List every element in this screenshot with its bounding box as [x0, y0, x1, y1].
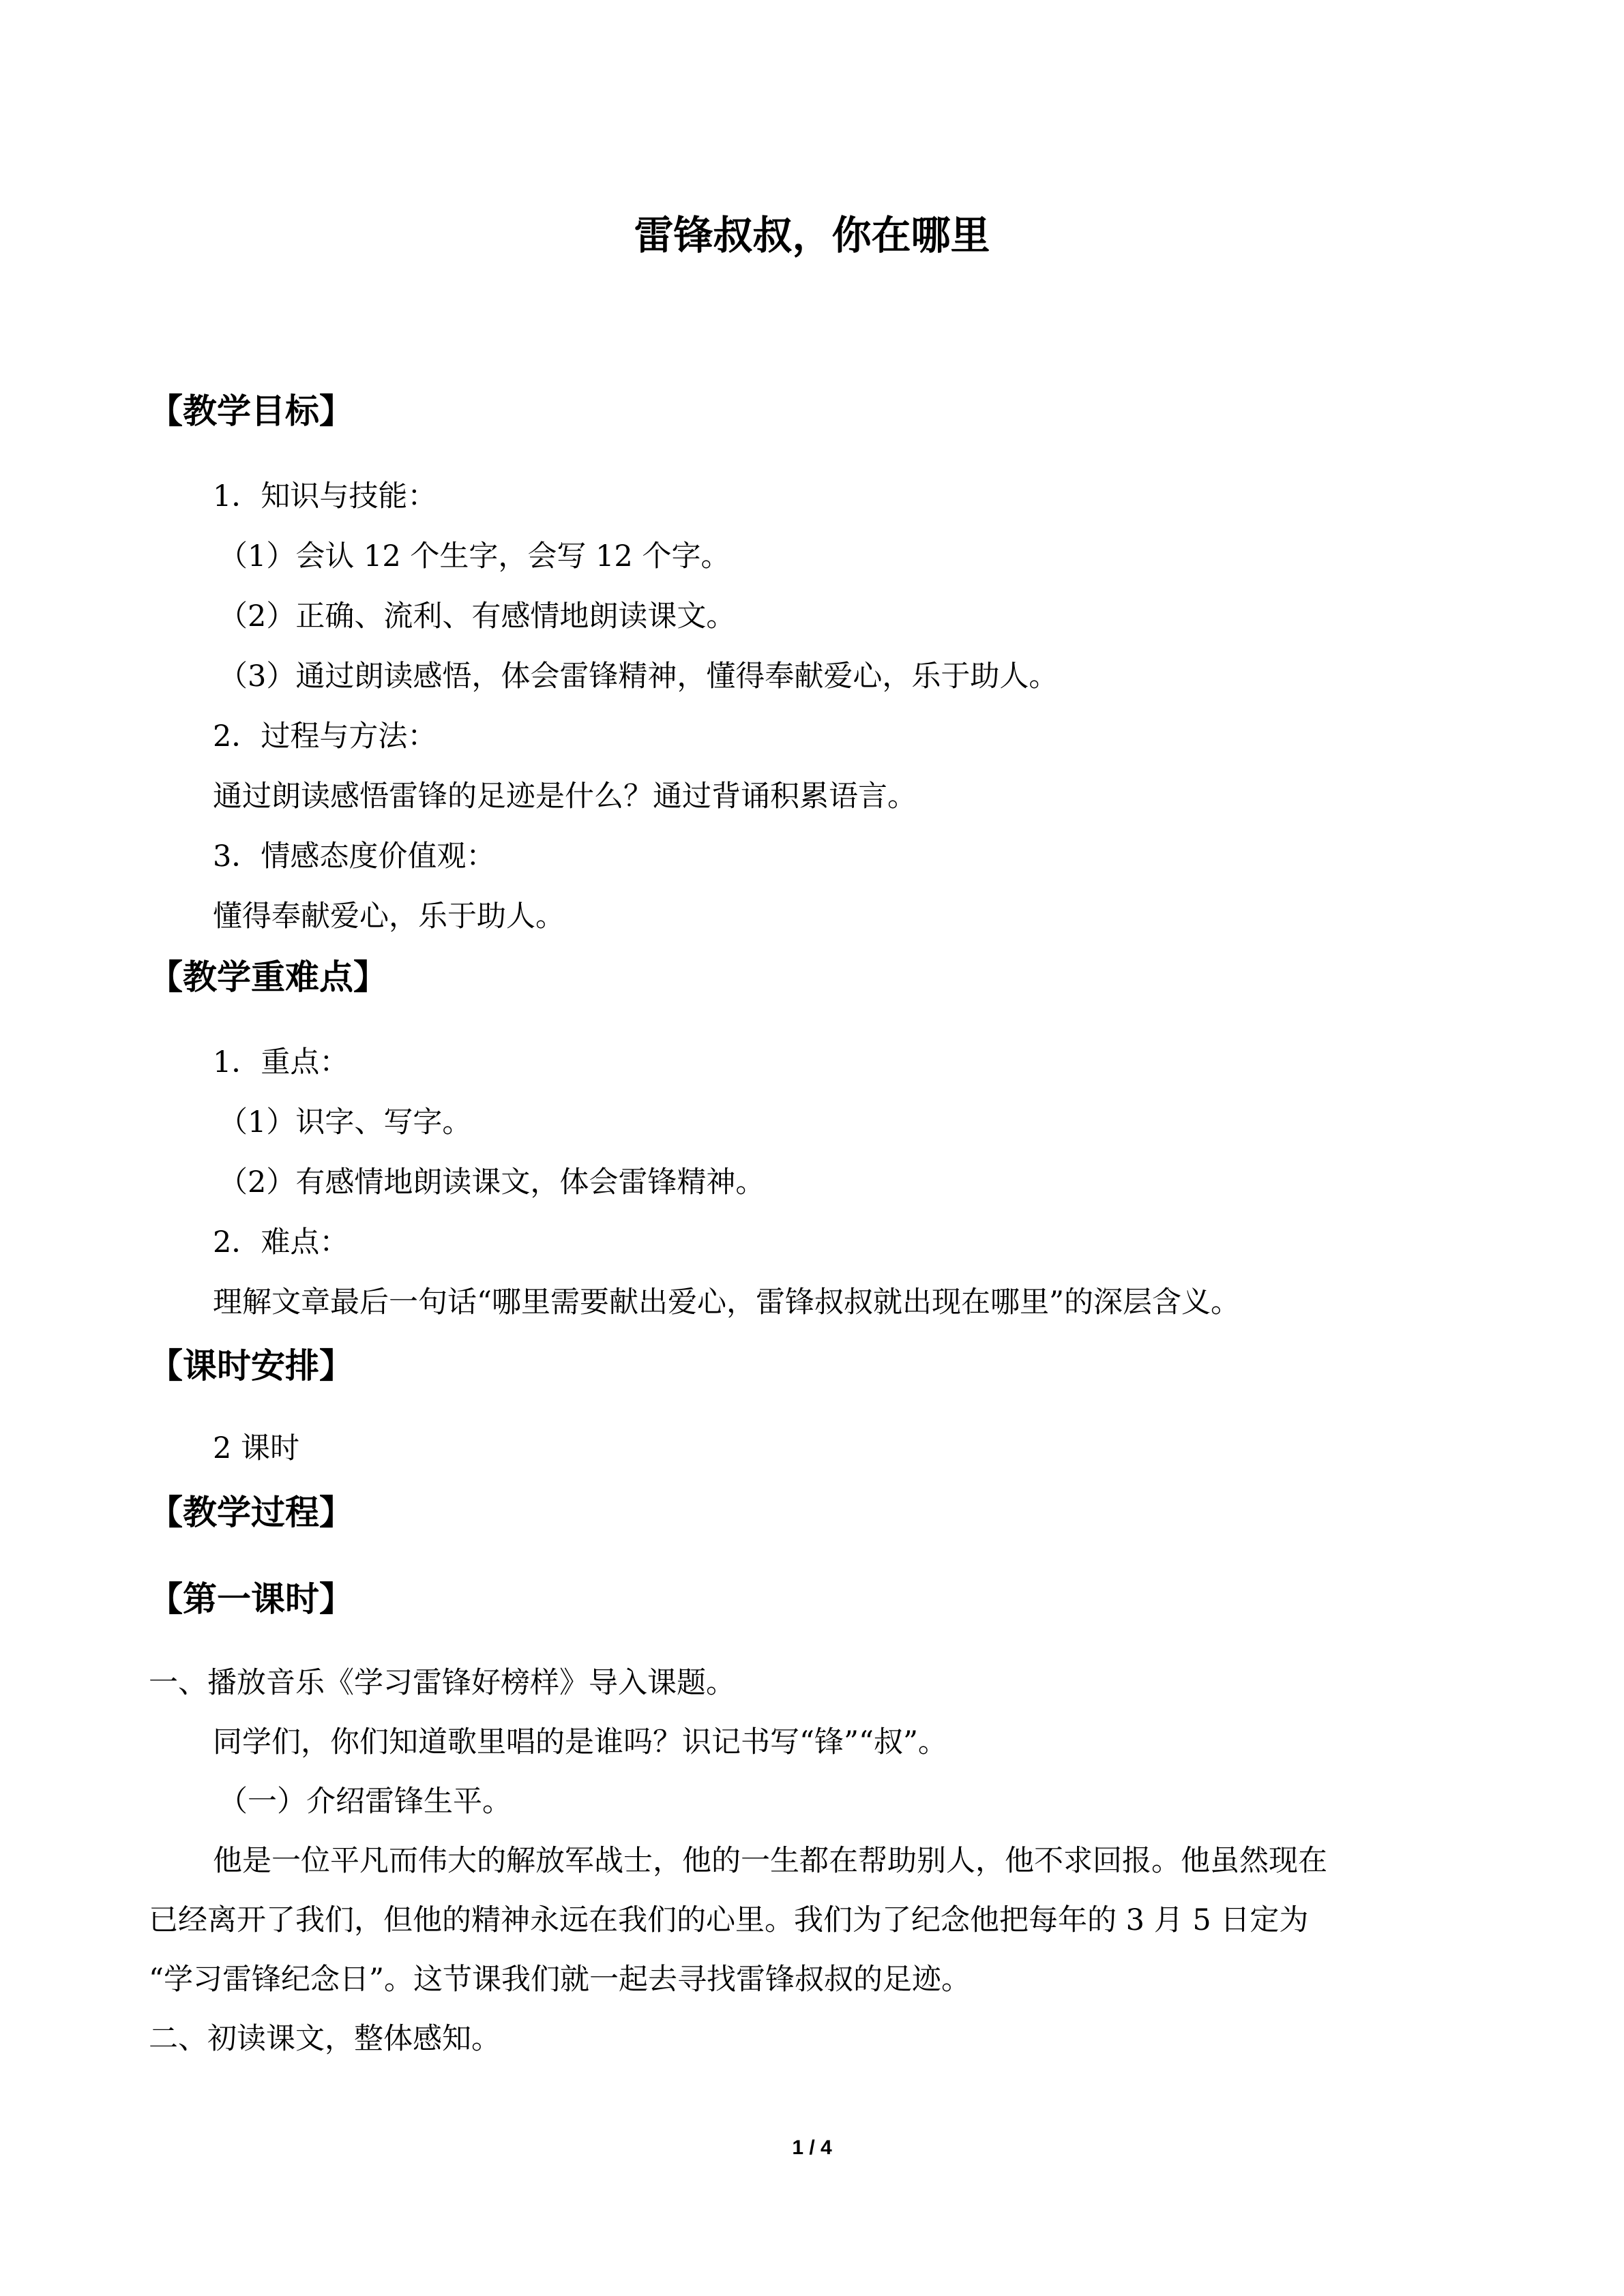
goal-line-4: （3）通过朗读感悟，体会雷锋精神，懂得奉献爱心，乐于助人。	[218, 659, 1059, 694]
goal-line-7: 3．情感态度价值观：	[213, 839, 496, 874]
lesson1-line-2: 同学们，你们知道歌里唱的是谁吗？识记书写“锋”“叔”。	[213, 1725, 947, 1759]
keypoint-line-2: （1）识字、写字。	[218, 1105, 472, 1139]
page-number: 1 / 4	[792, 2136, 832, 2159]
lesson1-line-4: 他是一位平凡而伟大的解放军战士，他的一生都在帮助别人，他不求回报。他虽然现在	[213, 1844, 1327, 1878]
keypoint-line-1: 1．重点：	[213, 1045, 349, 1079]
goal-line-5: 2．过程与方法：	[213, 719, 437, 754]
lesson1-line-7: 二、初读课文，整体感知。	[149, 2022, 501, 2056]
schedule-line-1: 2 课时	[213, 1431, 300, 1465]
lesson1-line-6: “学习雷锋纪念日”。这节课我们就一起去寻找雷锋叔叔的足迹。	[149, 1963, 971, 1997]
heading-teaching-process: 【教学过程】	[149, 1493, 353, 1532]
heading-schedule: 【课时安排】	[149, 1346, 353, 1386]
lesson1-line-1: 一、播放音乐《学习雷锋好榜样》导入课题。	[149, 1666, 735, 1700]
goal-line-1: 1．知识与技能：	[213, 479, 437, 513]
heading-lesson-one: 【第一课时】	[149, 1579, 353, 1619]
goal-line-8: 懂得奉献爱心，乐于助人。	[213, 899, 565, 934]
page-title: 雷锋叔叔，你在哪里	[634, 212, 990, 258]
heading-teaching-goals: 【教学目标】	[149, 391, 353, 431]
keypoint-line-4: 2．难点：	[213, 1225, 349, 1259]
goal-line-6: 通过朗读感悟雷锋的足迹是什么？通过背诵积累语言。	[213, 779, 917, 814]
goal-line-2: （1）会认 12 个生字，会写 12 个字。	[218, 539, 730, 573]
lesson1-line-3: （一）介绍雷锋生平。	[218, 1785, 512, 1819]
heading-key-points: 【教学重难点】	[149, 957, 387, 997]
keypoint-line-3: （2）有感情地朗读课文，体会雷锋精神。	[218, 1165, 765, 1199]
goal-line-3: （2）正确、流利、有感情地朗读课文。	[218, 599, 736, 633]
keypoint-line-5: 理解文章最后一句话“哪里需要献出爱心，雷锋叔叔就出现在哪里”的深层含义。	[213, 1285, 1240, 1320]
lesson1-line-5: 已经离开了我们，但他的精神永远在我们的心里。我们为了纪念他把每年的 3 月 5 日定为	[149, 1903, 1309, 1937]
